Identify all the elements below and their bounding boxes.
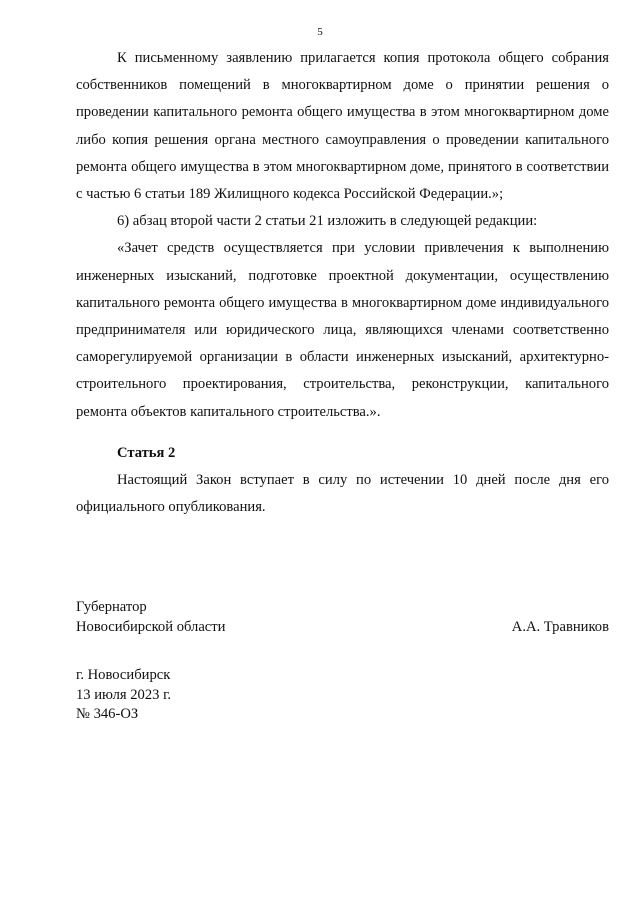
signature-block [76,597,609,637]
article-heading: Статья 2 [117,444,176,461]
article-text: Настоящий Закон вступает в силу по истечении 10 дней после дня его официального опубликования. [76,472,609,516]
signatory-title-line1: Губернатор [76,599,147,615]
footer-date: 13 июля 2023 г. [76,686,172,703]
paragraph-amendment-item-6: 6) абзац второй части 2 статьи 21 изложить в следующей редакции: [117,213,538,230]
document-body [76,45,609,521]
signatory-title-line2: Новосибирской области [76,619,226,635]
paragraph-attachment: К письменному заявлению прилагается копия протокола общего собрания собственников помещений в многоквартирном доме о принятии решения о проведении капитального ремонта общего имущества в этом многоквартирном доме либо копия решения органа местного самоуправления о проведении капитального ремонта общего имущества в этом многоквартирном доме, принятого в соответствии с частью 6 статьи 189 Жилищного кодекса Российской Федерации.»; [76,50,609,203]
page-number: 5 [317,26,323,38]
document-footer [76,666,171,725]
signatory-name: А.А. Травников [511,619,609,635]
footer-number: № 346-ОЗ [76,706,139,722]
footer-city: г. Новосибирск [76,667,171,683]
article-2 [76,440,609,522]
paragraph-quoted-text: «Зачет средств осуществляется при условии привлечения к выполнению инженерных изысканий, подготовке проектной документации, осуществлению капитального ремонта общего имущества в многоквартирном доме индивидуального предпринимателя или юридического лица, являющихся членами соответственно саморегулируемой организации в области инженерных изысканий, архитектурно-строительного проектирования, строительства, реконструкции, капитального ремонта объектов капитального строительства.». [76,240,609,420]
